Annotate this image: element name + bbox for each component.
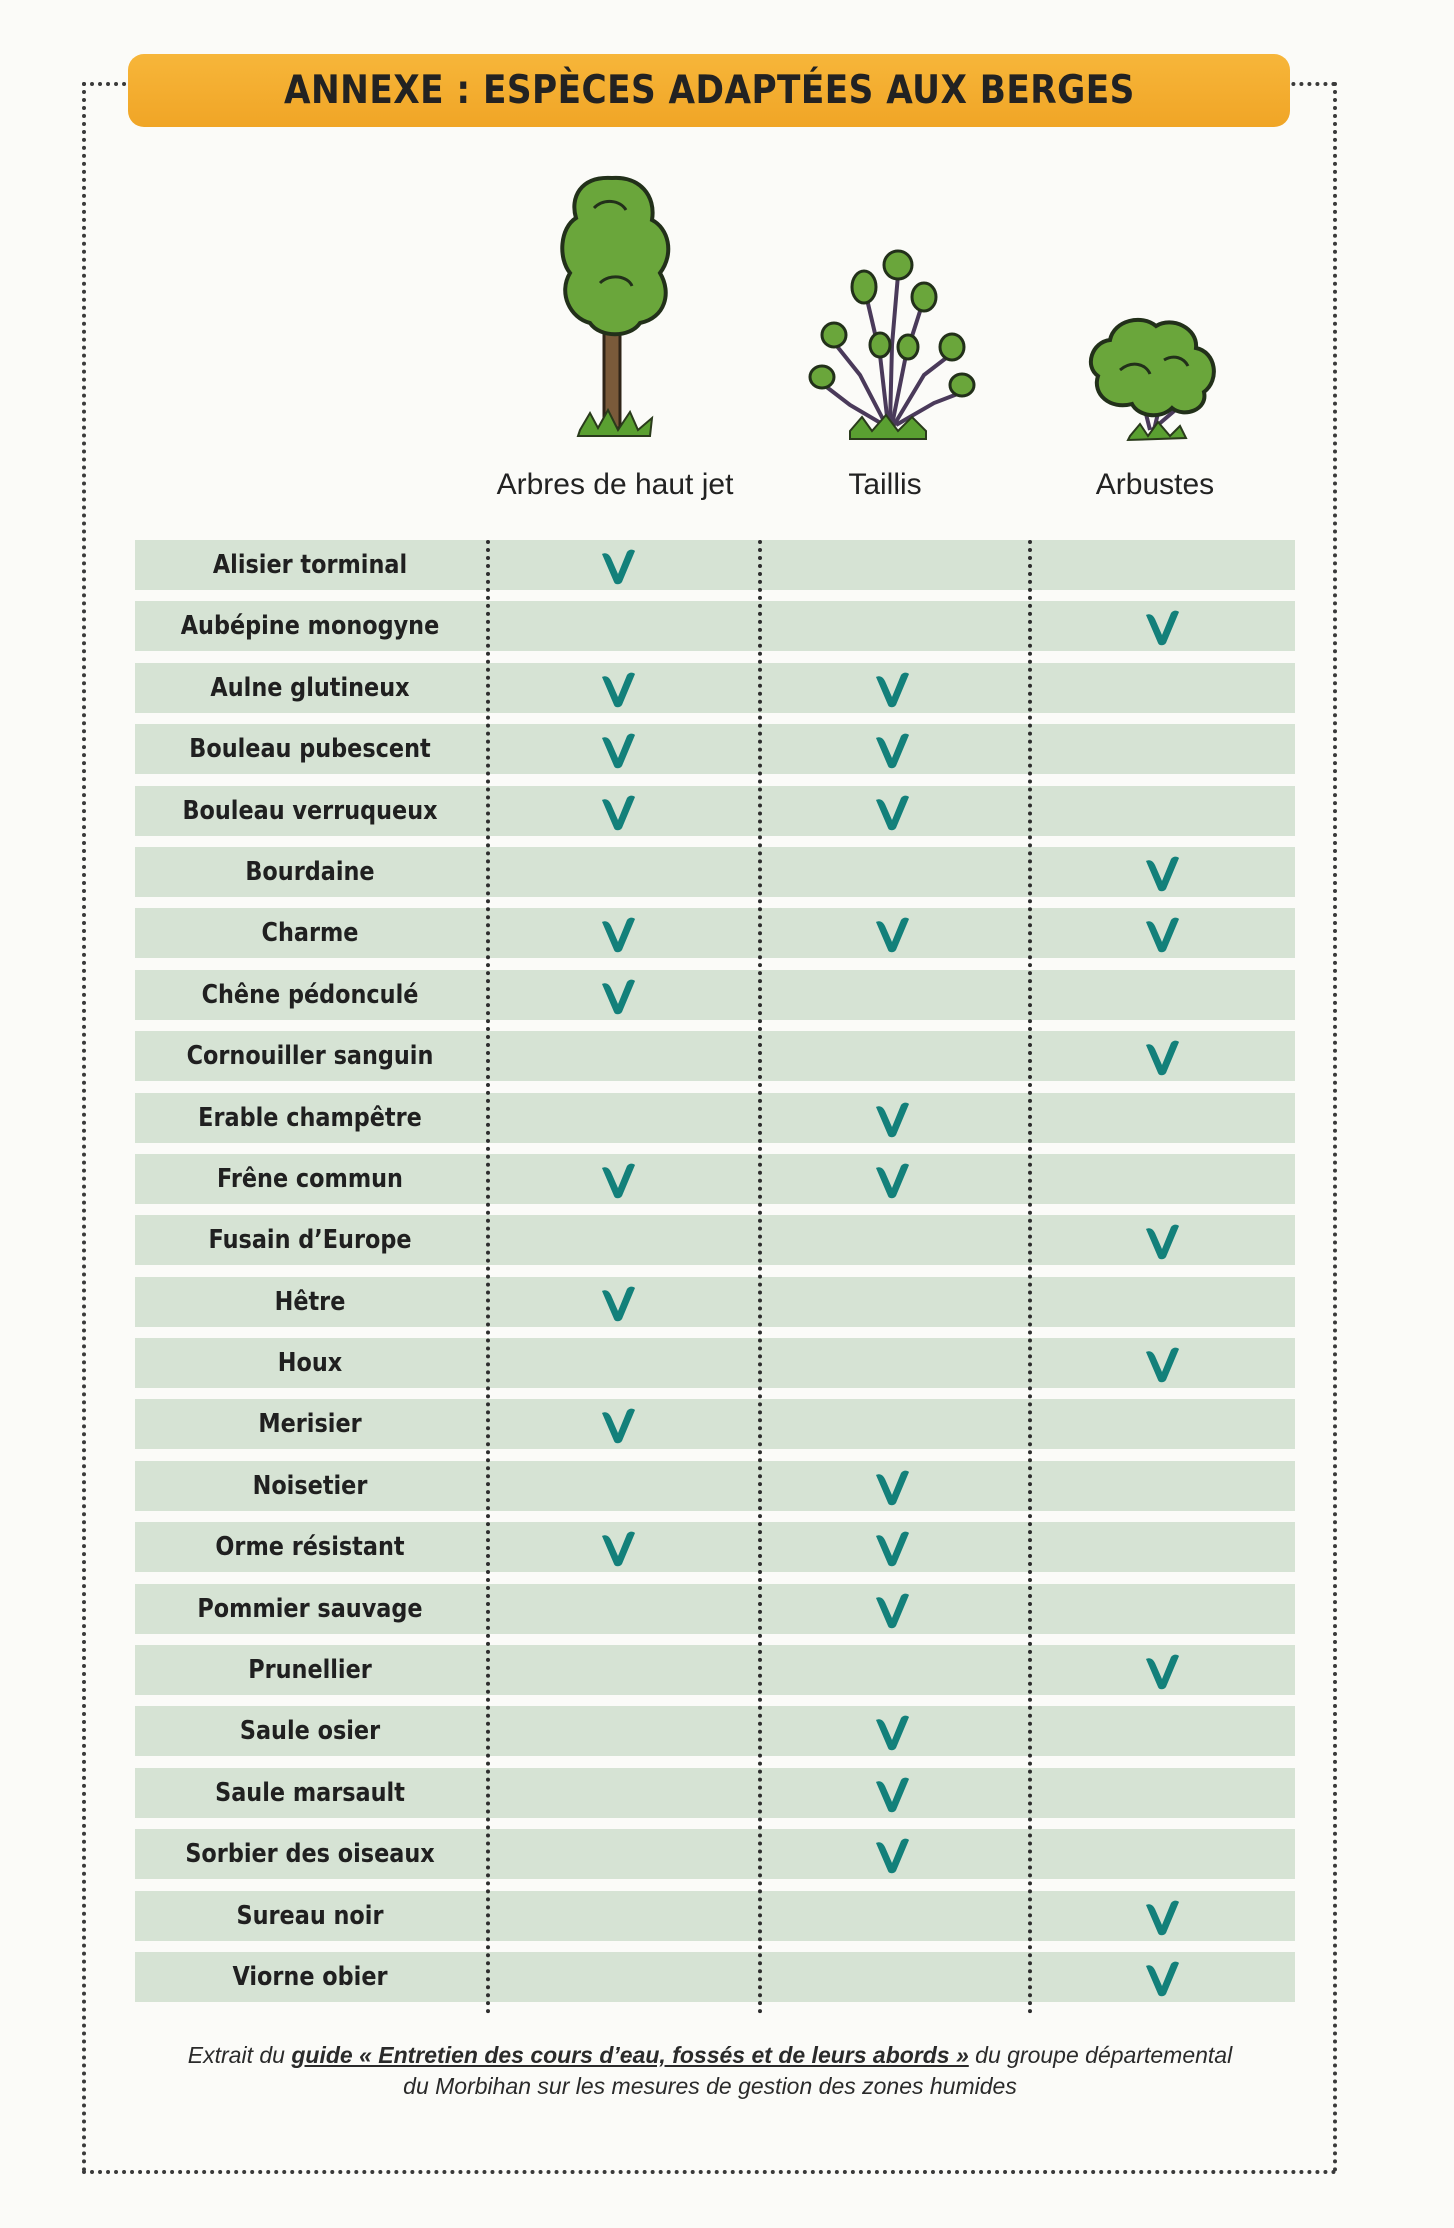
- table-row: [135, 1952, 1295, 2002]
- table-row: [135, 1891, 1295, 1941]
- tree-icon: [540, 168, 690, 448]
- check-icon: [598, 976, 638, 1016]
- check-icon: [598, 792, 638, 832]
- species-name: Erable champêtre: [198, 1102, 422, 1133]
- species-name: Saule osier: [239, 1716, 381, 1747]
- check-icon: [872, 730, 912, 770]
- check-icon: [1142, 1037, 1182, 1077]
- check-icon: [1142, 853, 1182, 893]
- table-row: [135, 970, 1295, 1020]
- check-icon: [872, 1774, 912, 1814]
- column-header-taillis: Taillis: [848, 468, 922, 501]
- table-row: [135, 1522, 1295, 1572]
- check-icon: [872, 1712, 912, 1752]
- check-icon: [872, 669, 912, 709]
- table-row: [135, 847, 1295, 897]
- table-row: [135, 1768, 1295, 1818]
- guide-title: guide « Entretien des cours d’eau, fossés et de leurs abords »: [291, 2042, 969, 2068]
- shrub-icon: [1080, 310, 1225, 445]
- species-name: Hêtre: [274, 1286, 346, 1317]
- species-name: Cornouiller sanguin: [186, 1041, 434, 1072]
- species-name: Aulne glutineux: [210, 672, 410, 703]
- species-name: Chêne pédonculé: [201, 979, 419, 1010]
- table-row: [135, 1154, 1295, 1204]
- check-icon: [872, 1467, 912, 1507]
- species-name: Sureau noir: [236, 1900, 384, 1931]
- check-icon: [1142, 1221, 1182, 1261]
- species-name: Bouleau pubescent: [189, 734, 431, 765]
- title-banner: [128, 54, 1290, 127]
- species-name: Bourdaine: [245, 856, 375, 887]
- column-header-arbustes: Arbustes: [1095, 468, 1215, 501]
- table-row: [135, 1031, 1295, 1081]
- species-name: Prunellier: [248, 1655, 372, 1686]
- check-icon: [598, 669, 638, 709]
- column-divider: [1028, 540, 1032, 2015]
- check-icon: [598, 546, 638, 586]
- check-icon: [1142, 1897, 1182, 1937]
- check-icon: [598, 730, 638, 770]
- page-title: ANNEXE : ESPÈCES ADAPTÉES AUX BERGES: [283, 68, 1135, 113]
- column-header-arbres: Arbres de haut jet: [496, 468, 734, 501]
- table-row: [135, 1584, 1295, 1634]
- source-suffix: du groupe départemental: [968, 2042, 1233, 2068]
- table-row: [135, 1645, 1295, 1695]
- species-name: Noisetier: [252, 1470, 368, 1501]
- species-name: Aubépine monogyne: [180, 611, 440, 642]
- source-line-2: du Morbihan sur les mesures de gestion des zones humides: [403, 2073, 1017, 2099]
- coppice-icon: [800, 235, 980, 445]
- table-row: [135, 540, 1295, 590]
- table-row: [135, 663, 1295, 713]
- check-icon: [598, 1283, 638, 1323]
- check-icon: [872, 1099, 912, 1139]
- table-row: [135, 786, 1295, 836]
- species-name: Pommier sauvage: [197, 1593, 423, 1624]
- check-icon: [598, 1160, 638, 1200]
- check-icon: [872, 1528, 912, 1568]
- table-row: [135, 1706, 1295, 1756]
- check-icon: [598, 1405, 638, 1445]
- species-name: Sorbier des oiseaux: [185, 1839, 435, 1870]
- species-name: Bouleau verruqueux: [182, 795, 438, 826]
- source-note: [130, 2040, 1290, 2102]
- species-name: Merisier: [258, 1409, 362, 1440]
- table-row: [135, 601, 1295, 651]
- species-name: Saule marsault: [215, 1777, 405, 1808]
- column-divider: [486, 540, 490, 2015]
- check-icon: [1142, 1344, 1182, 1384]
- species-name: Charme: [261, 918, 359, 949]
- table-row: [135, 908, 1295, 958]
- check-icon: [872, 1835, 912, 1875]
- species-name: Viorne obier: [232, 1961, 388, 1992]
- source-prefix: Extrait du: [187, 2042, 292, 2068]
- check-icon: [1142, 607, 1182, 647]
- check-icon: [1142, 914, 1182, 954]
- species-name: Houx: [277, 1348, 343, 1379]
- species-name: Alisier torminal: [212, 550, 408, 580]
- table-row: [135, 1399, 1295, 1449]
- check-icon: [1142, 1958, 1182, 1998]
- check-icon: [872, 1590, 912, 1630]
- table-row: [135, 1829, 1295, 1879]
- species-name: Orme résistant: [215, 1532, 405, 1563]
- check-icon: [872, 914, 912, 954]
- column-divider: [758, 540, 762, 2015]
- table-row: [135, 724, 1295, 774]
- species-name: Fusain d’Europe: [208, 1225, 412, 1256]
- table-row: [135, 1461, 1295, 1511]
- check-icon: [1142, 1651, 1182, 1691]
- species-table: [135, 540, 1295, 2013]
- table-row: [135, 1277, 1295, 1327]
- species-name: Frêne commun: [217, 1163, 403, 1194]
- table-row: [135, 1093, 1295, 1143]
- check-icon: [598, 914, 638, 954]
- table-row: [135, 1338, 1295, 1388]
- check-icon: [872, 1160, 912, 1200]
- table-row: [135, 1215, 1295, 1265]
- check-icon: [598, 1528, 638, 1568]
- check-icon: [872, 792, 912, 832]
